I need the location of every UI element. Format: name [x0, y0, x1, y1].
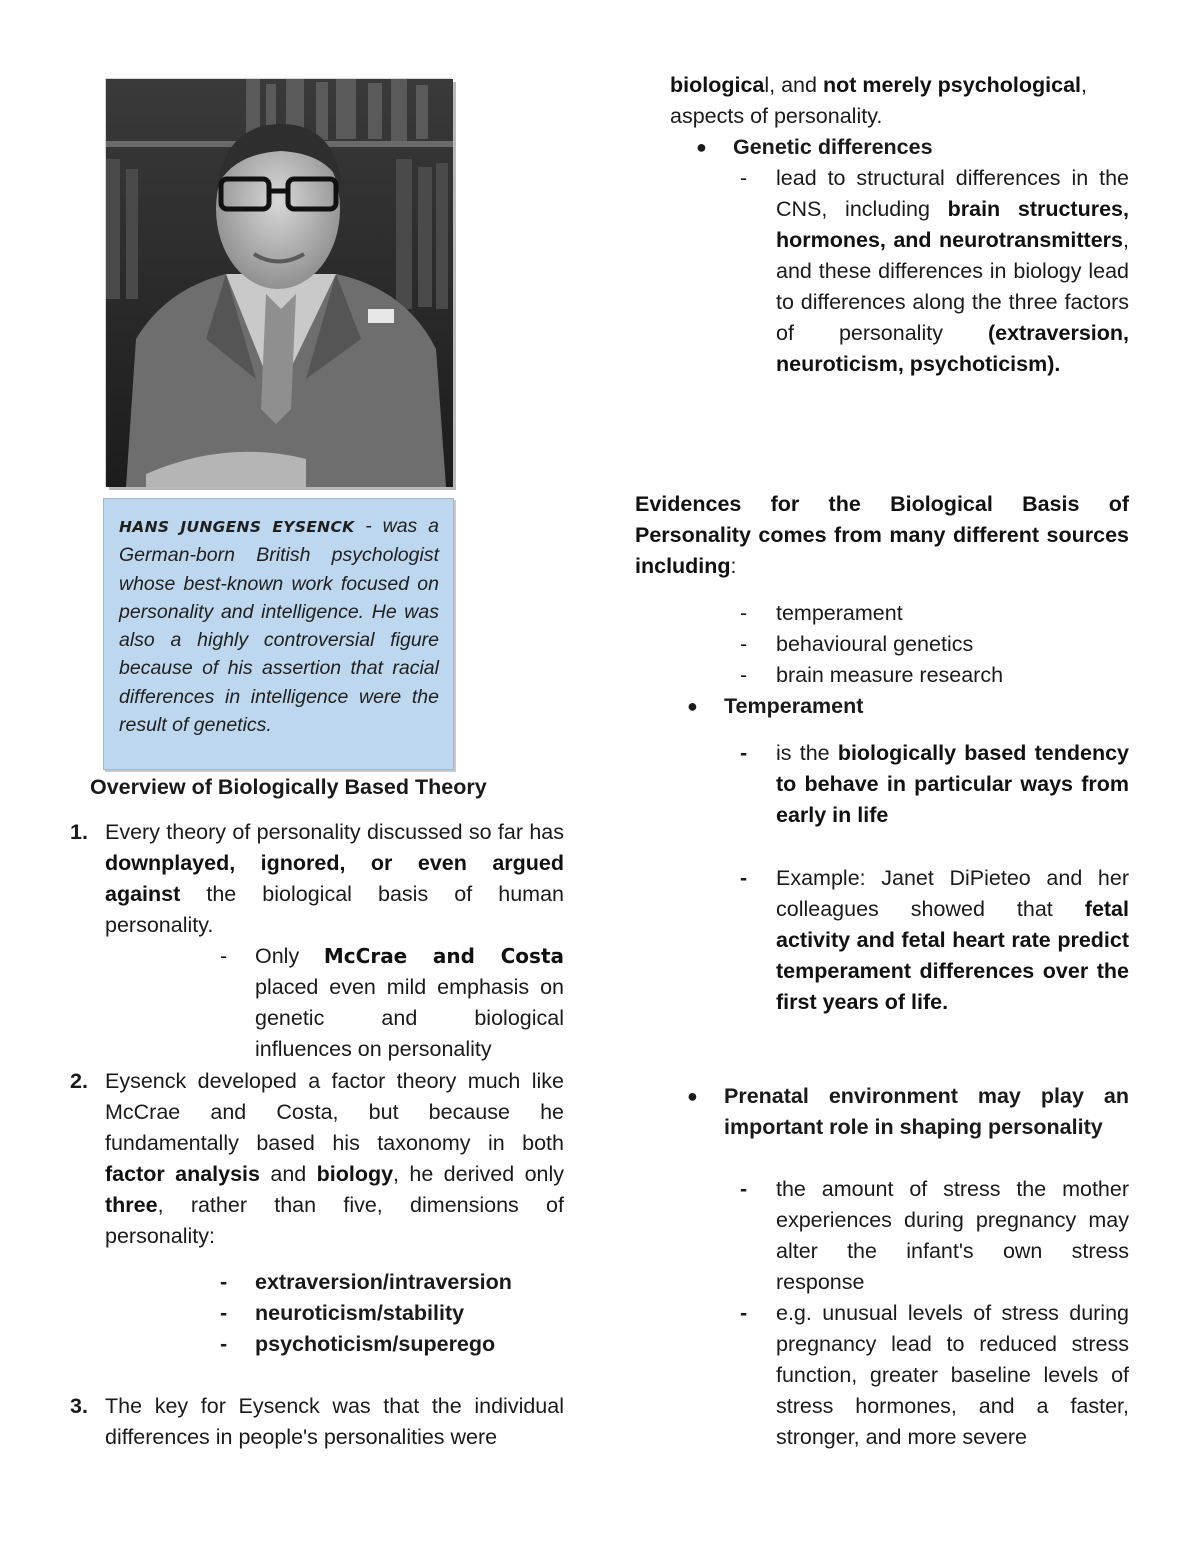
dash: - — [220, 944, 228, 968]
dash: - — [220, 1301, 228, 1325]
prenatal-sub-1 — [740, 1174, 1129, 1298]
item-text: The key for Eysenck was that the individual differences in people's personalities were — [105, 1394, 564, 1449]
text: is the — [776, 741, 838, 765]
text: , and these differences in biology lead to differences along the three factors of personality — [776, 228, 1129, 345]
item-number: 3. — [70, 1394, 88, 1418]
item-text: the biological basis of human personality. — [105, 882, 564, 937]
caption-text: - was a German-born British psychologist whose best-known work focused on personality and intelligence. He was also a highly controversial figure because of his assertion that racial differences in intelligence were the result of genetics. — [119, 515, 439, 737]
bold-text: (extraversion, neuroticism, psychoticism). — [776, 321, 1129, 376]
caption-name: HANS JUNGENS EYSENCK — [119, 518, 355, 536]
source-label: temperament — [776, 601, 903, 625]
sources-list — [740, 598, 1129, 691]
bullet-title: Genetic differences — [733, 135, 933, 159]
temperament-sub-1 — [740, 738, 1129, 831]
dash: - — [740, 1177, 748, 1201]
caption-box — [103, 498, 454, 770]
dash: - — [220, 1332, 228, 1356]
bold-text: biologica — [670, 73, 765, 97]
genetic-heading — [696, 132, 1133, 163]
continued-paragraph — [670, 70, 1140, 132]
evidence-paragraph — [635, 489, 1129, 582]
bold-text: fetal activity and fetal heart rate predict temperament differences over the first years of life. — [776, 897, 1129, 1014]
dimension-item — [220, 1298, 575, 1329]
bullet-icon: ● — [687, 1086, 698, 1106]
dimension-list — [220, 1267, 575, 1360]
item-text: , he derived only — [393, 1162, 565, 1186]
bullet-title: Temperament — [724, 694, 864, 718]
item-bold: downplayed, ignored, or even argued against — [105, 851, 564, 906]
item-text: and — [259, 1162, 317, 1186]
text: : — [730, 554, 737, 578]
temperament-sub-2 — [740, 863, 1129, 1018]
source-item — [740, 660, 1129, 691]
dash: - — [740, 1301, 748, 1325]
item-number: 1. — [70, 820, 88, 844]
prenatal-heading — [687, 1081, 1129, 1143]
bullet-icon: ● — [696, 137, 707, 157]
bullet-title: Prenatal environment may play an important role in shaping personality — [724, 1084, 1129, 1139]
item-bold: biology — [316, 1162, 394, 1186]
item-number: 2. — [70, 1069, 88, 1093]
bullet-icon: ● — [687, 696, 698, 716]
dimension-item — [220, 1267, 575, 1298]
item-bold: three — [105, 1193, 158, 1217]
list-item-1 — [70, 817, 564, 941]
dimension-label: psychoticism/superego — [255, 1332, 496, 1356]
temperament-heading — [687, 691, 1124, 722]
dimension-item — [220, 1329, 575, 1360]
text: e.g. unusual levels of stress during pregnancy lead to reduced stress function, greater baseline levels of stress hormones, and a faster, stronger, and more severe — [776, 1301, 1129, 1449]
sub-item — [220, 941, 565, 1065]
item-text: , rather than five, dimensions of personality: — [105, 1193, 564, 1248]
dash: - — [220, 1270, 228, 1294]
text: Example: Janet DiPieteo and her colleagues showed that — [776, 866, 1129, 921]
dash: - — [740, 663, 748, 687]
bold-text: biologically based tendency to behave in particular ways from early in life — [776, 741, 1129, 827]
dash: - — [740, 601, 748, 625]
item-text: Eysenck developed a factor theory much like McCrae and Costa, but because he fundamentally based his taxonomy in both — [105, 1069, 564, 1155]
prenatal-sub-2 — [740, 1298, 1129, 1453]
bold-text: not merely psychological — [822, 73, 1082, 97]
section-heading: Overview of Biologically Based Theory — [90, 775, 487, 799]
dash: - — [740, 632, 748, 656]
text: lead to structural differences in the CNS, including — [776, 166, 1129, 221]
item-bold: factor analysis — [105, 1162, 260, 1186]
dimension-label: neuroticism/stability — [255, 1301, 465, 1325]
text: l, and — [764, 73, 823, 97]
dash: - — [740, 741, 748, 765]
bold-text: brain structures, hormones, and neurotransmitters — [776, 197, 1129, 252]
dimension-label: extraversion/intraversion — [255, 1270, 512, 1294]
portrait-photo — [106, 79, 453, 487]
list-item-3 — [70, 1391, 564, 1453]
source-label: brain measure research — [776, 663, 1004, 687]
dash: - — [740, 866, 748, 890]
genetic-sub — [740, 163, 1129, 380]
item-text: Every theory of personality discussed so far has — [105, 820, 564, 844]
dash: - — [740, 166, 748, 190]
source-item — [740, 598, 1129, 629]
bold-text: Evidences for the Biological Basis of Personality comes from many different sources including — [635, 492, 1129, 578]
list-item-2 — [70, 1066, 565, 1252]
sub-bold: McCrae and Costa — [323, 944, 565, 968]
text: , aspects of personality. — [670, 73, 1088, 128]
sub-text: Only — [255, 944, 324, 968]
source-label: behavioural genetics — [776, 632, 974, 656]
sub-text: placed even mild emphasis on genetic and biological influences on personality — [255, 975, 564, 1061]
text: the amount of stress the mother experiences during pregnancy may alter the infant's own stress response — [776, 1177, 1129, 1294]
source-item — [740, 629, 1129, 660]
